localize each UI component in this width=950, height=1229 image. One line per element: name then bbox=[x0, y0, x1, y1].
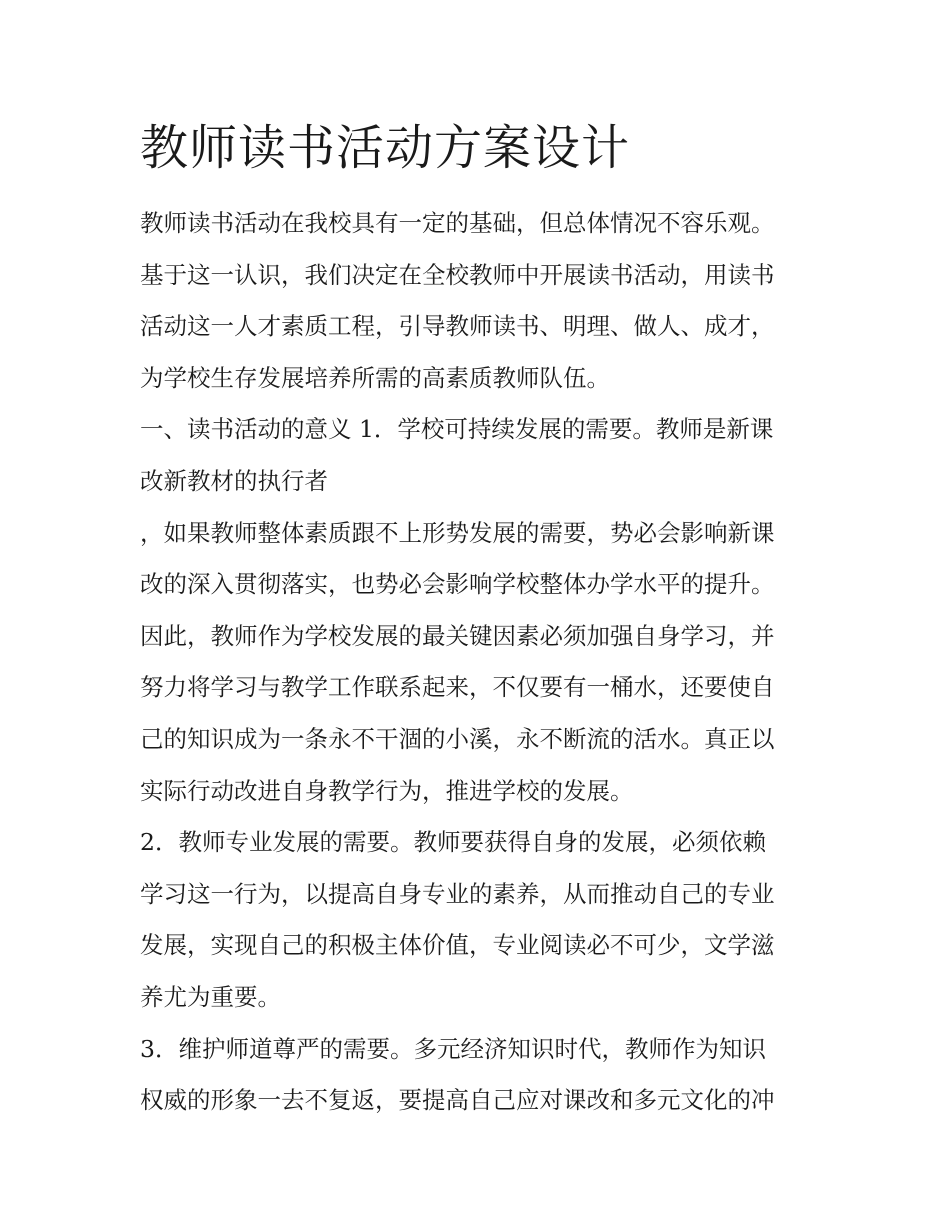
section-heading-line: 一、读书活动的意义 1．学校可持续发展的需要。教师是新课 bbox=[140, 415, 774, 444]
numbered-item-line: 3．维护师道尊严的需要。多元经济知识时代，教师作为知识 bbox=[140, 1034, 766, 1063]
body-line: 发展，实现自己的积极主体价值，专业阅读必不可少，文学滋 bbox=[140, 931, 775, 960]
body-line: 改的深入贯彻落实，也势必会影响学校整体办学水平的提升。 bbox=[140, 570, 775, 599]
body-line: 权威的形象一去不复返，要提高自己应对课改和多元文化的冲 bbox=[140, 1086, 775, 1115]
body-line: 改新教材的执行者 bbox=[140, 466, 328, 495]
body-line: 实际行动改进自身教学行为，推进学校的发展。 bbox=[140, 776, 634, 805]
numbered-item-line: 2．教师专业发展的需要。教师要获得自身的发展，必须依赖 bbox=[140, 828, 766, 857]
body-line: 为学校生存发展培养所需的高素质教师队伍。 bbox=[140, 363, 610, 392]
body-line: 学习这一行为，以提高自身专业的素养，从而推动自己的专业 bbox=[140, 879, 775, 908]
body-line: ，如果教师整体素质跟不上形势发展的需要，势必会影响新课 bbox=[140, 518, 775, 547]
body-line: 养尤为重要。 bbox=[140, 982, 281, 1011]
body-line: 因此，教师作为学校发展的最关键因素必须加强自身学习，并 bbox=[140, 621, 775, 650]
body-line: 活动这一人才素质工程，引导教师读书、明理、做人、成才， bbox=[140, 312, 775, 341]
body-line: 基于这一认识，我们决定在全校教师中开展读书活动，用读书 bbox=[140, 260, 775, 289]
body-line: 教师读书活动在我校具有一定的基础，但总体情况不容乐观。 bbox=[140, 209, 775, 237]
document-body bbox=[140, 198, 830, 1127]
body-line: 己的知识成为一条永不干涸的小溪，永不断流的活水。真正以 bbox=[140, 724, 775, 753]
document-title: 教师读书活动方案设计 bbox=[140, 120, 631, 176]
body-line: 努力将学习与教学工作联系起来，不仅要有一桶水，还要使自 bbox=[140, 673, 775, 702]
